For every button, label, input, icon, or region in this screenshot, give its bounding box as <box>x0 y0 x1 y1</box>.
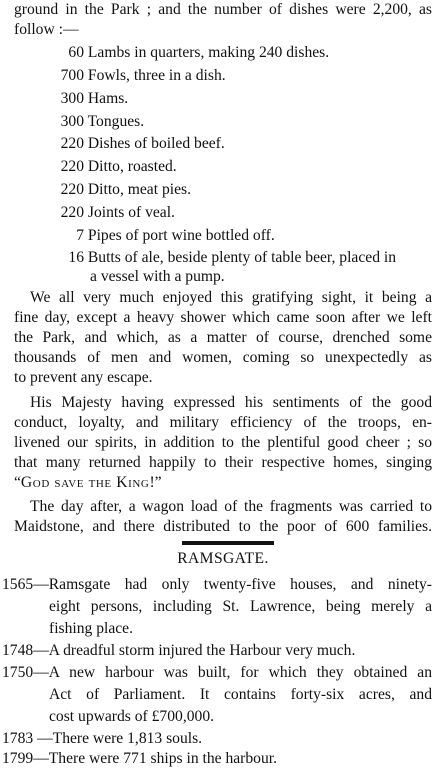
provision-item: 220 Ditto, roasted. <box>60 158 177 175</box>
section-divider <box>182 541 274 545</box>
entry-year: 1565 <box>2 576 34 593</box>
provision-item: 60 Lambs in quarters, making 240 dishes. <box>68 44 330 61</box>
chronology-entry: 1783 —There were 1,813 souls. <box>2 730 203 747</box>
provision-item: 300 Hams. <box>60 90 129 107</box>
text-line: the Park, and which, as a matter of course, drenched some <box>14 329 432 346</box>
entry-year: 1750 <box>2 664 34 681</box>
text-line: Maidstone, and there distributed to the poor of 600 families. <box>14 518 432 535</box>
entry-year: 1748 <box>2 642 34 659</box>
chronology-entry: 1748—A dreadful storm injured the Harbour very much. <box>2 642 356 659</box>
text-line: fishing place. <box>49 620 134 637</box>
text-line: “God save the King!” <box>14 474 162 491</box>
small-caps-phrase: God save the King <box>20 474 150 491</box>
text-line: fine day, except a heavy shower which came soon after we left <box>14 309 432 326</box>
intro-line: ground in the Park ; and the number of dishes were 2,200, as <box>14 1 432 18</box>
text-line: that many returned happily to their respective homes, singing <box>14 454 432 471</box>
text-line: thousands of men and women, coming so unexpectedly as <box>14 349 432 366</box>
chronology-entry: 1565—Ramsgate had only twenty-five houses, and ninety- <box>2 576 432 593</box>
provision-item: 220 Joints of veal. <box>60 204 175 221</box>
text-line: His Majesty having expressed his sentiments of the good <box>30 394 432 411</box>
chronology-entry: 1750—A new harbour was built, for which they obtained an <box>2 664 432 681</box>
provision-item: 700 Fowls, three in a dish. <box>60 67 226 84</box>
provision-item: 16 Butts of ale, beside plenty of table beer, placed in <box>68 249 397 266</box>
entry-year: 1799 <box>2 750 34 767</box>
provision-item: 7 Pipes of port wine bottled off. <box>76 227 275 244</box>
entry-year: 1783 <box>2 730 34 747</box>
provision-item: 220 Ditto, meat pies. <box>60 181 191 198</box>
text-line: eight persons, including St. Lawrence, being merely a <box>49 598 432 615</box>
text-line: The day after, a wagon load of the fragments was carried to <box>30 498 432 515</box>
provision-item: 220 Dishes of boiled beef. <box>60 135 225 152</box>
text-line: livened our spirits, in addition to the plentiful good cheer ; so <box>14 434 432 451</box>
text-line: cost upwards of £700,000. <box>49 708 215 725</box>
provision-continuation: a vessel with a pump. <box>90 268 225 285</box>
intro-line: follow :— <box>14 21 79 38</box>
chronology-entry: 1799—There were 771 ships in the harbour. <box>2 750 277 767</box>
text-line: We all very much enjoyed this gratifying sight, it being a <box>30 289 432 306</box>
text-line: conduct, loyalty, and military efficiency of the troops, en- <box>14 414 432 431</box>
text-line: Act of Parliament. It contains forty-six acres, and <box>49 686 432 703</box>
text-line: to prevent any escape. <box>14 369 153 386</box>
section-heading: RAMSGATE. <box>177 550 269 567</box>
provision-item: 300 Tongues. <box>60 113 145 130</box>
